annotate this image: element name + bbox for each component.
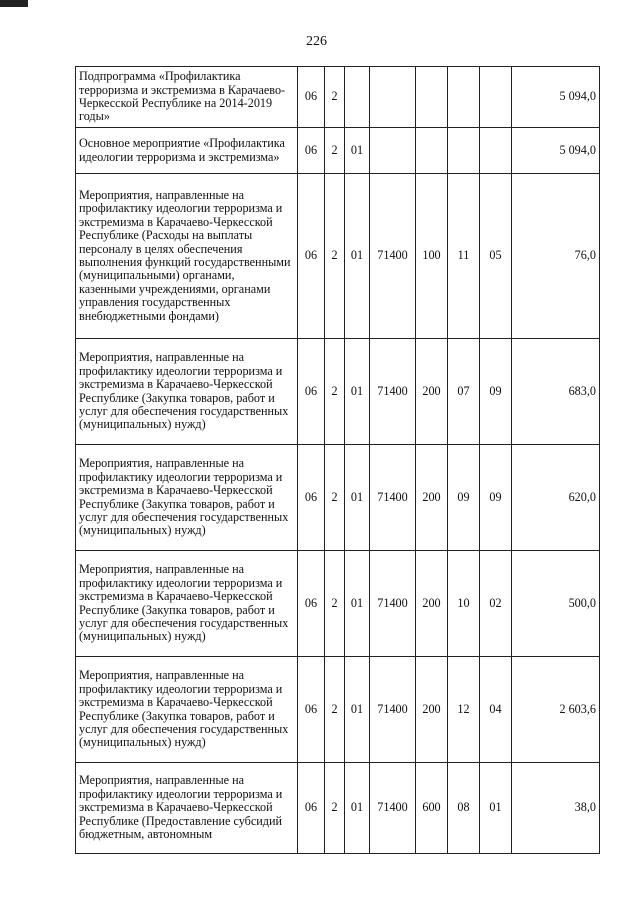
code-kv	[345, 67, 370, 128]
code-c6	[448, 128, 480, 174]
code-c7: 02	[480, 551, 512, 657]
table-row	[76, 174, 600, 339]
table-row	[76, 339, 600, 445]
code-cs	[370, 128, 416, 174]
code-kv: 01	[345, 763, 370, 854]
amount: 2 603,6	[512, 657, 600, 763]
item-name: Мероприятия, направленные на профилактику идеологии терроризма и экстремизма в Карачаево-Черкесской Республике (Закупка товаров, работ и услуг для обеспечения государственных (муниципальных) нужд)	[76, 551, 298, 657]
code-vr	[416, 67, 448, 128]
code-cs: 71400	[370, 339, 416, 445]
code-cs: 71400	[370, 551, 416, 657]
code-vr: 600	[416, 763, 448, 854]
code-pz: 2	[325, 657, 345, 763]
code-rz: 06	[298, 657, 325, 763]
code-kv: 01	[345, 128, 370, 174]
code-cs: 71400	[370, 174, 416, 339]
code-cs: 71400	[370, 445, 416, 551]
code-cs: 71400	[370, 763, 416, 854]
code-c7: 05	[480, 174, 512, 339]
page-number: 226	[306, 34, 327, 49]
code-cs	[370, 67, 416, 128]
code-c6: 12	[448, 657, 480, 763]
code-rz: 06	[298, 445, 325, 551]
code-pz: 2	[325, 128, 345, 174]
code-kv: 01	[345, 445, 370, 551]
table-row	[76, 128, 600, 174]
code-vr: 100	[416, 174, 448, 339]
table-row	[76, 67, 600, 128]
code-vr: 200	[416, 551, 448, 657]
code-rz: 06	[298, 763, 325, 854]
table-row	[76, 657, 600, 763]
amount: 683,0	[512, 339, 600, 445]
code-kv: 01	[345, 657, 370, 763]
item-name: Основное мероприятие «Профилактика идеологии терроризма и экстремизма»	[76, 128, 298, 174]
code-pz: 2	[325, 445, 345, 551]
code-kv: 01	[345, 551, 370, 657]
amount: 500,0	[512, 551, 600, 657]
code-c7	[480, 67, 512, 128]
amount: 5 094,0	[512, 67, 600, 128]
code-pz: 2	[325, 339, 345, 445]
code-vr: 200	[416, 657, 448, 763]
code-rz: 06	[298, 174, 325, 339]
table-row	[76, 445, 600, 551]
code-c7: 09	[480, 339, 512, 445]
code-c7: 09	[480, 445, 512, 551]
code-pz: 2	[325, 174, 345, 339]
code-c6: 11	[448, 174, 480, 339]
item-name: Мероприятия, направленные на профилактику идеологии терроризма и экстремизма в Карачаево-Черкесской Республике (Предоставление субсидий бюджетным, автономным	[76, 763, 298, 854]
code-pz: 2	[325, 67, 345, 128]
amount: 5 094,0	[512, 128, 600, 174]
code-c6: 10	[448, 551, 480, 657]
code-kv: 01	[345, 339, 370, 445]
item-name: Мероприятия, направленные на профилактику идеологии терроризма и экстремизма в Карачаево-Черкесской Республике (Расходы на выплаты персоналу в целях обеспечения выполнения функций государственными (муниципальными) органами, казенными учреждениями, органами управления государственных внебюджетными фондами)	[76, 174, 298, 339]
code-vr: 200	[416, 339, 448, 445]
item-name: Мероприятия, направленные на профилактику идеологии терроризма и экстремизма в Карачаево-Черкесской Республике (Закупка товаров, работ и услуг для обеспечения государственных (муниципальных) нужд)	[76, 339, 298, 445]
code-c7: 01	[480, 763, 512, 854]
code-vr: 200	[416, 445, 448, 551]
table-row	[76, 551, 600, 657]
item-name: Подпрограмма «Профилактика терроризма и экстремизма в Карачаево-Черкесской Республике на 2014-2019 годы»	[76, 67, 298, 128]
budget-table	[75, 66, 600, 854]
amount: 76,0	[512, 174, 600, 339]
item-name: Мероприятия, направленные на профилактику идеологии терроризма и экстремизма в Карачаево-Черкесской Республике (Закупка товаров, работ и услуг для обеспечения государственных (муниципальных) нужд)	[76, 657, 298, 763]
item-name: Мероприятия, направленные на профилактику идеологии терроризма и экстремизма в Карачаево-Черкесской Республике (Закупка товаров, работ и услуг для обеспечения государственных (муниципальных) нужд)	[76, 445, 298, 551]
amount: 38,0	[512, 763, 600, 854]
code-pz: 2	[325, 551, 345, 657]
code-rz: 06	[298, 128, 325, 174]
code-c6: 09	[448, 445, 480, 551]
code-rz: 06	[298, 339, 325, 445]
code-rz: 06	[298, 67, 325, 128]
code-c6	[448, 67, 480, 128]
amount: 620,0	[512, 445, 600, 551]
code-cs: 71400	[370, 657, 416, 763]
code-vr	[416, 128, 448, 174]
code-c6: 07	[448, 339, 480, 445]
scan-corner-mark	[0, 0, 28, 7]
code-rz: 06	[298, 551, 325, 657]
table-row	[76, 763, 600, 854]
code-pz: 2	[325, 763, 345, 854]
code-c7	[480, 128, 512, 174]
code-c6: 08	[448, 763, 480, 854]
code-c7: 04	[480, 657, 512, 763]
code-kv: 01	[345, 174, 370, 339]
